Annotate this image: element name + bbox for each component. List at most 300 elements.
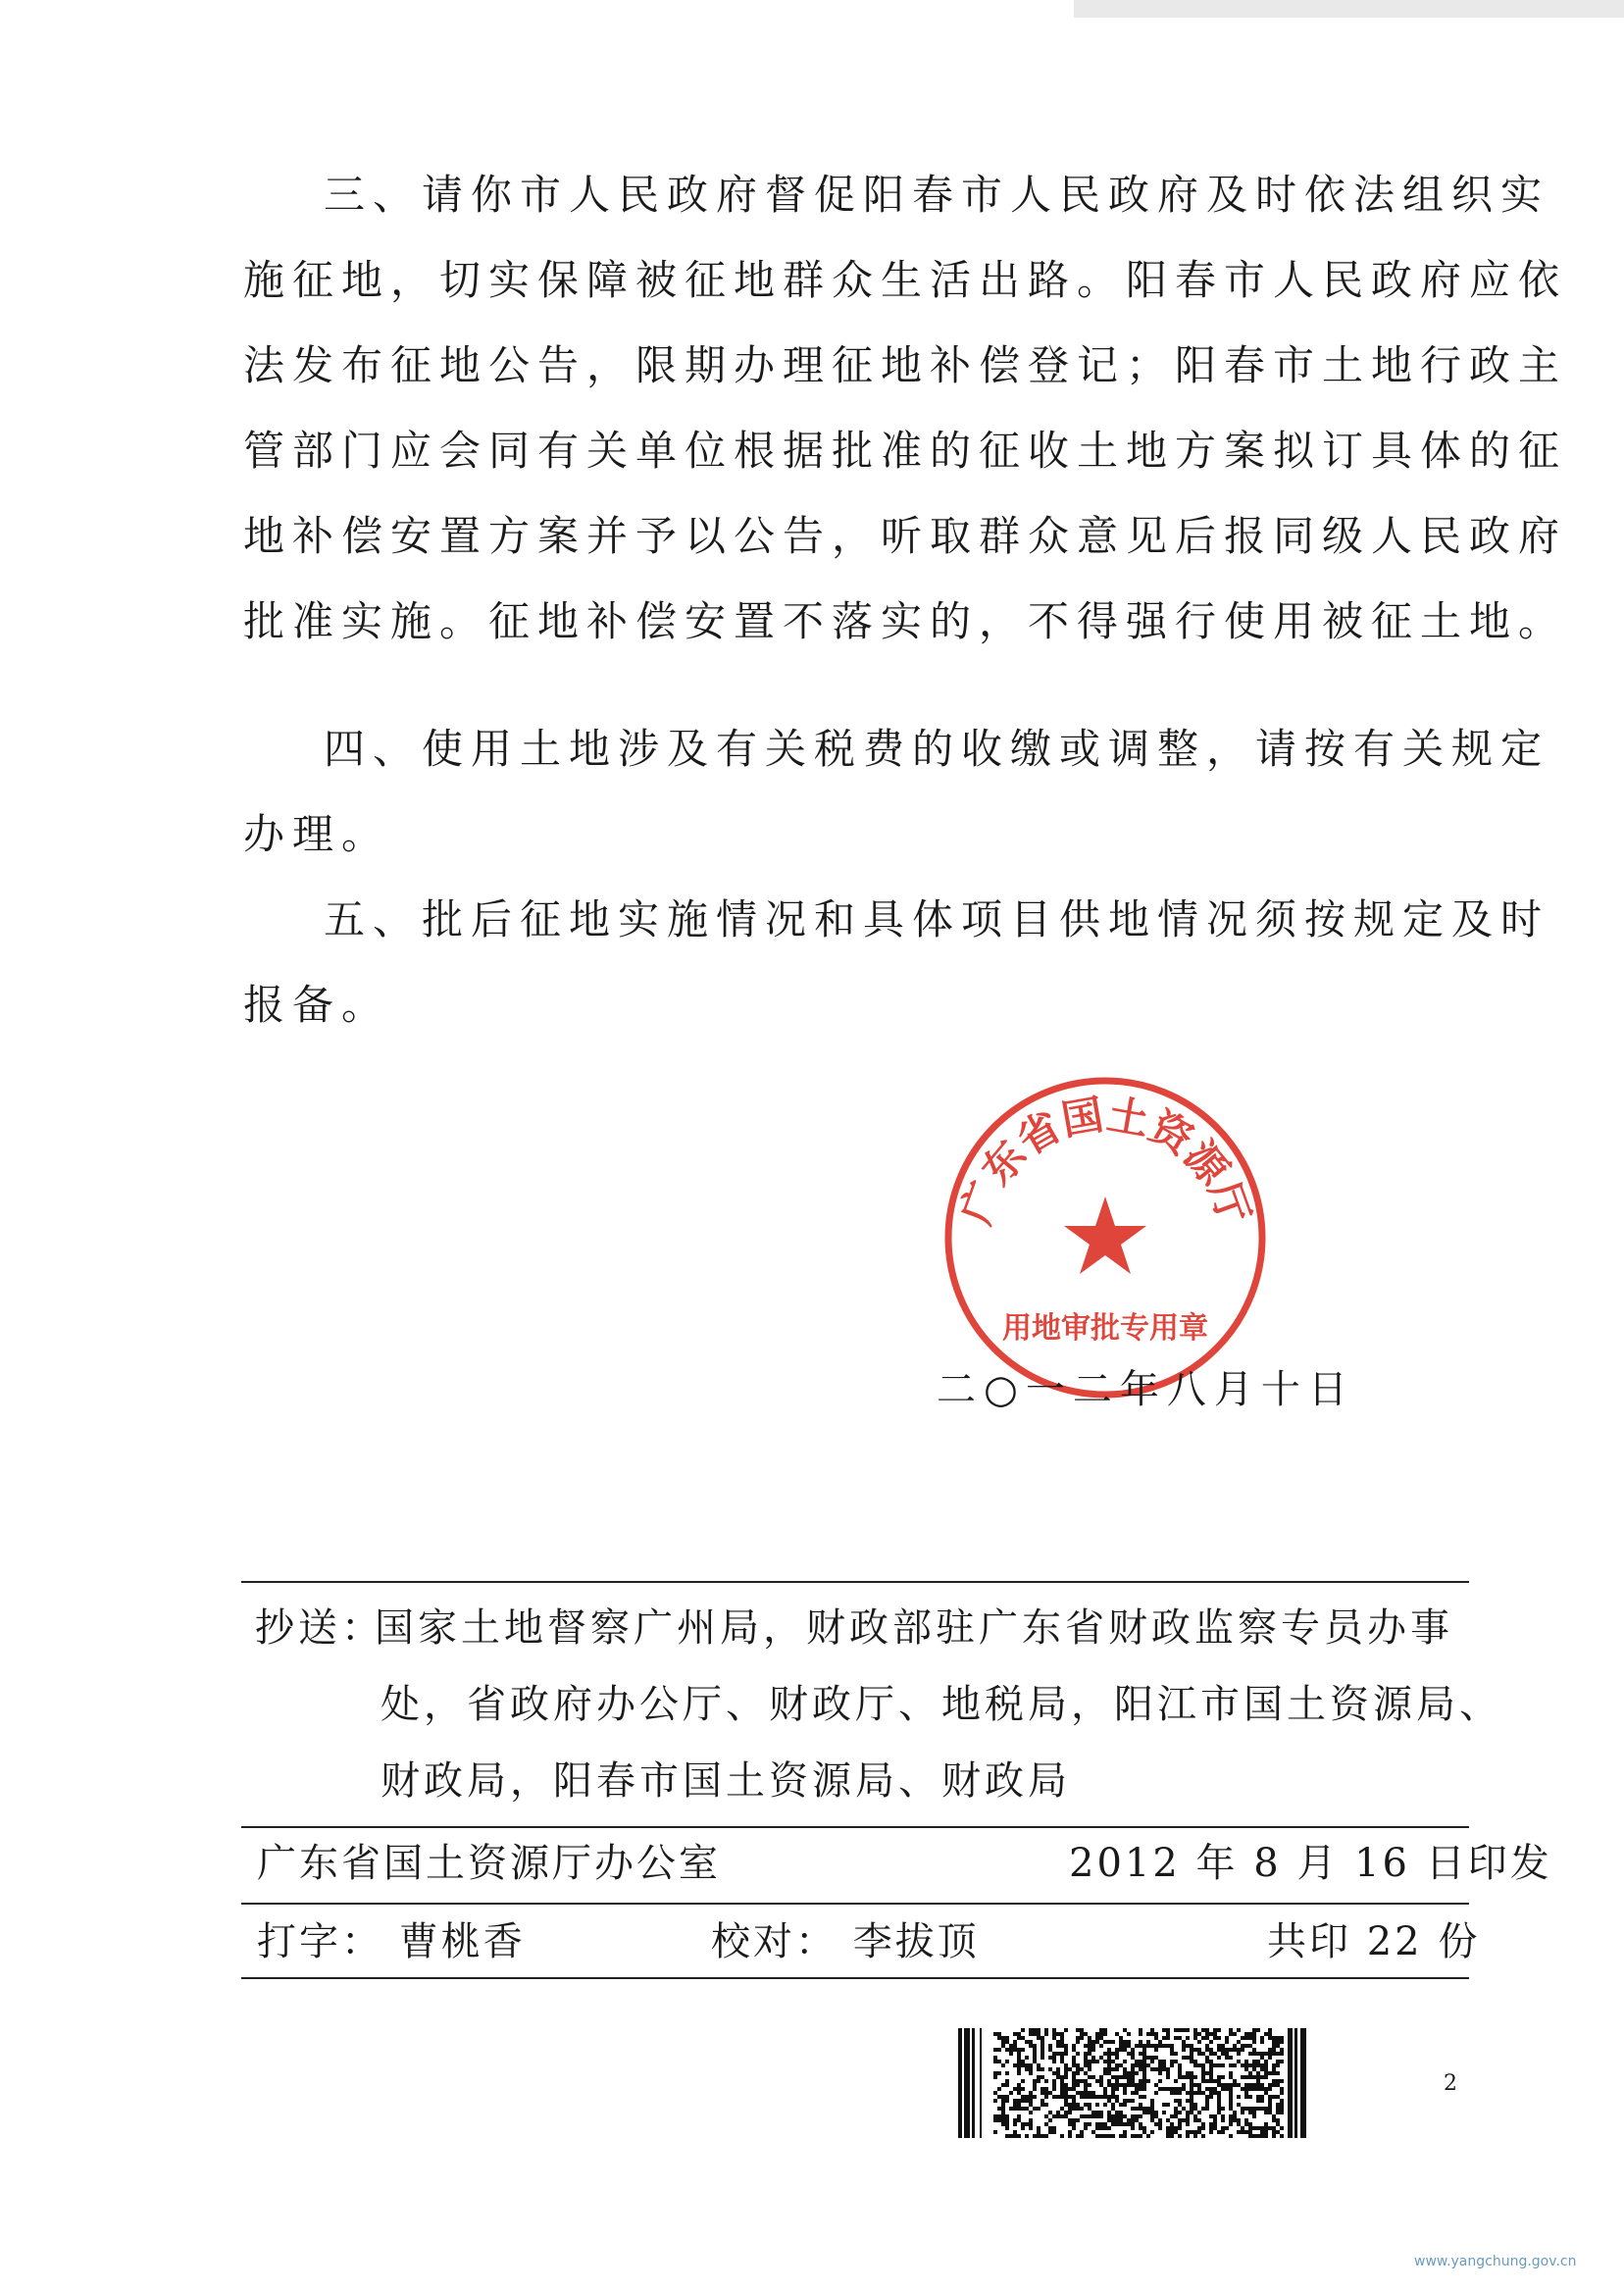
barcode-module (1076, 2063, 1080, 2067)
barcode-module (1127, 2044, 1131, 2048)
barcode-module (1131, 2091, 1135, 2095)
barcode-module (1029, 2103, 1033, 2107)
barcode-module (1186, 2099, 1190, 2103)
barcode-module (1084, 2095, 1088, 2099)
barcode-module (1127, 2040, 1131, 2044)
cc-line-1: 国家土地督察广州局，财政部驻广东省财政监察专员办事 (375, 1605, 1453, 1651)
barcode-module (993, 2099, 997, 2103)
barcode-module (1111, 2114, 1115, 2118)
barcode-module (1170, 2048, 1174, 2052)
barcode-module (1186, 2075, 1190, 2079)
barcode-module (1013, 2134, 1017, 2138)
barcode-module (1280, 2103, 1284, 2107)
barcode-module (1244, 2095, 1248, 2099)
barcode-module (1119, 2111, 1123, 2114)
barcode-module (1146, 2079, 1150, 2083)
barcode-module (1111, 2075, 1115, 2079)
barcode-module (1280, 2091, 1284, 2095)
barcode-module (1088, 2095, 1091, 2099)
barcode-module (1095, 2111, 1099, 2114)
barcode-module (1182, 2028, 1186, 2032)
barcode-module (1201, 2036, 1205, 2040)
barcode-module (1213, 2126, 1217, 2130)
barcode-module (1060, 2075, 1064, 2079)
barcode-module (1256, 2107, 1260, 2111)
barcode-module (1178, 2075, 1182, 2079)
barcode-module (1040, 2040, 1044, 2044)
barcode-module (1080, 2091, 1084, 2095)
barcode-module (1107, 2079, 1111, 2083)
barcode-module (1158, 2040, 1162, 2044)
barcode-module (1244, 2087, 1248, 2091)
barcode-module (1095, 2040, 1099, 2044)
barcode-module (1072, 2083, 1076, 2087)
barcode-module (1056, 2075, 1060, 2079)
barcode-module (1001, 2114, 1005, 2118)
barcode-module (1005, 2126, 1009, 2130)
barcode-module (1178, 2111, 1182, 2114)
barcode-module (1276, 2130, 1280, 2134)
barcode-module (1037, 2126, 1040, 2130)
barcode-module (1280, 2036, 1284, 2040)
barcode-module (1229, 2063, 1233, 2067)
barcode-module (1166, 2130, 1170, 2134)
scan-edge (1074, 0, 1624, 18)
barcode-module (1040, 2067, 1044, 2071)
barcode-module (1060, 2060, 1064, 2063)
barcode-module (1186, 2118, 1190, 2122)
barcode-module (1005, 2099, 1009, 2103)
barcode-module (1221, 2083, 1225, 2087)
barcode-module (1088, 2083, 1091, 2087)
barcode-module (1158, 2044, 1162, 2048)
barcode-module (1244, 2060, 1248, 2063)
barcode-module (1139, 2126, 1142, 2130)
barcode-module (1209, 2052, 1213, 2056)
barcode-module (1072, 2056, 1076, 2060)
barcode-module (1131, 2056, 1135, 2060)
barcode-module (1013, 2107, 1017, 2111)
barcode-module (1017, 2032, 1021, 2036)
barcode-module (1044, 2087, 1048, 2091)
barcode-module (1154, 2056, 1158, 2060)
barcode-module (1021, 2028, 1025, 2032)
barcode-module (1084, 2071, 1088, 2075)
barcode-module (1217, 2075, 1221, 2079)
barcode-module (1229, 2083, 1233, 2087)
barcode-module (1001, 2111, 1005, 2114)
barcode-module (1264, 2087, 1268, 2091)
barcode-module (1040, 2099, 1044, 2103)
barcode-module (1186, 2044, 1190, 2048)
barcode-module (1135, 2114, 1139, 2118)
barcode-module (1193, 2075, 1197, 2079)
barcode-module (1088, 2103, 1091, 2107)
barcode-module (1029, 2126, 1033, 2130)
barcode-module (1146, 2044, 1150, 2048)
barcode-module (1166, 2044, 1170, 2048)
barcode-module (1260, 2052, 1264, 2056)
barcode-module (1001, 2099, 1005, 2103)
barcode-module (1197, 2087, 1201, 2091)
barcode-module (1107, 2118, 1111, 2122)
barcode-module (1029, 2044, 1033, 2048)
barcode-module (1276, 2122, 1280, 2126)
barcode-module (1170, 2063, 1174, 2067)
barcode-module (1099, 2079, 1103, 2083)
barcode-module (1013, 2099, 1017, 2103)
barcode-module (1029, 2111, 1033, 2114)
barcode-module (1072, 2079, 1076, 2083)
barcode-module (993, 2114, 997, 2118)
barcode-module (1005, 2048, 1009, 2052)
barcode-module (1084, 2052, 1088, 2056)
barcode-module (1178, 2122, 1182, 2126)
barcode-module (1139, 2052, 1142, 2056)
barcode-module (1280, 2134, 1284, 2138)
barcode-module (1280, 2048, 1284, 2052)
barcode-module (1052, 2126, 1056, 2130)
paragraph-3-line-1: 三、请你市人民政府督促阳春市人民政府及时依法组织实 (324, 171, 1550, 219)
barcode-module (1221, 2044, 1225, 2048)
barcode-module (1201, 2122, 1205, 2126)
barcode-module (1142, 2067, 1146, 2071)
barcode-module (1131, 2114, 1135, 2118)
barcode-module (1029, 2028, 1033, 2032)
barcode-module (1123, 2099, 1127, 2103)
barcode-module (1005, 2118, 1009, 2122)
barcode-module (1123, 2048, 1127, 2052)
barcode-module (1052, 2060, 1056, 2063)
barcode-module (1060, 2032, 1064, 2036)
barcode-module (1111, 2103, 1115, 2107)
barcode-module (1025, 2134, 1029, 2138)
barcode-module (1244, 2130, 1248, 2134)
signing-date: 二○一二年八月十日 (937, 1367, 1355, 1412)
barcode-module (1237, 2118, 1241, 2122)
barcode-module (1190, 2044, 1193, 2048)
barcode-module (1201, 2134, 1205, 2138)
barcode-bar (1288, 2028, 1293, 2138)
barcode-module (1213, 2063, 1217, 2067)
barcode-module (1013, 2103, 1017, 2107)
barcode-module (1142, 2071, 1146, 2075)
barcode-module (1095, 2122, 1099, 2126)
barcode-module (1111, 2060, 1115, 2063)
barcode-module (1017, 2083, 1021, 2087)
barcode-module (1088, 2044, 1091, 2048)
barcode-module (1280, 2107, 1284, 2111)
barcode-module (1099, 2032, 1103, 2036)
barcode-module (1182, 2107, 1186, 2111)
barcode-module (1017, 2091, 1021, 2095)
barcode-module (1099, 2036, 1103, 2040)
barcode-module (1170, 2091, 1174, 2095)
barcode-module (1123, 2060, 1127, 2063)
barcode-module (1052, 2130, 1056, 2134)
barcode-module (1170, 2134, 1174, 2138)
barcode-module (1084, 2032, 1088, 2036)
barcode-module (1217, 2083, 1221, 2087)
barcode-module (1076, 2079, 1080, 2083)
barcode-module (1174, 2028, 1178, 2032)
barcode-module (1205, 2071, 1209, 2075)
barcode-module (1178, 2063, 1182, 2067)
barcode-module (1237, 2083, 1241, 2087)
barcode-module (1229, 2048, 1233, 2052)
barcode-module (1142, 2060, 1146, 2063)
barcode-module (1142, 2107, 1146, 2111)
barcode-module (1276, 2095, 1280, 2099)
barcode-module (1142, 2095, 1146, 2099)
barcode-bar (958, 2028, 962, 2138)
barcode-module (1162, 2067, 1166, 2071)
barcode-module (1146, 2107, 1150, 2111)
barcode-module (1037, 2032, 1040, 2036)
barcode-module (1017, 2056, 1021, 2060)
barcode-module (1029, 2091, 1033, 2095)
barcode-module (1088, 2048, 1091, 2052)
barcode-module (1174, 2114, 1178, 2118)
barcode-module (1268, 2071, 1272, 2075)
barcode-module (1103, 2103, 1107, 2107)
barcode-module (1001, 2122, 1005, 2126)
barcode-module (1190, 2091, 1193, 2095)
barcode-module (1209, 2067, 1213, 2071)
barcode-module (1052, 2028, 1056, 2032)
barcode-module (1091, 2114, 1095, 2118)
barcode-module (1017, 2118, 1021, 2122)
barcode-module (1076, 2134, 1080, 2138)
barcode-module (1131, 2126, 1135, 2130)
barcode-module (1150, 2114, 1154, 2118)
barcode-module (1131, 2071, 1135, 2075)
barcode-module (1099, 2028, 1103, 2032)
barcode-module (1084, 2079, 1088, 2083)
barcode-module (1197, 2126, 1201, 2130)
barcode-module (1229, 2091, 1233, 2095)
barcode-module (1123, 2114, 1127, 2118)
barcode-module (1264, 2052, 1268, 2056)
barcode-module (1119, 2122, 1123, 2126)
barcode-module (1017, 2067, 1021, 2071)
barcode-module (1131, 2099, 1135, 2103)
barcode-module (1276, 2052, 1280, 2056)
barcode-module (1013, 2032, 1017, 2036)
barcode-module (1056, 2052, 1060, 2056)
barcode-module (1115, 2048, 1119, 2052)
barcode-module (1272, 2130, 1276, 2134)
barcode-module (1076, 2028, 1080, 2032)
barcode-module (1162, 2028, 1166, 2032)
barcode-module (1056, 2067, 1060, 2071)
barcode-module (1084, 2122, 1088, 2126)
barcode-module (1244, 2091, 1248, 2095)
barcode-module (1225, 2056, 1229, 2060)
barcode-module (1064, 2091, 1068, 2095)
barcode-module (1244, 2075, 1248, 2079)
barcode-module (1276, 2111, 1280, 2114)
barcode-module (1158, 2126, 1162, 2130)
barcode-module (1068, 2087, 1072, 2091)
barcode-module (1190, 2099, 1193, 2103)
barcode-module (1244, 2083, 1248, 2087)
barcode-module (1072, 2063, 1076, 2067)
barcode-module (1264, 2126, 1268, 2130)
barcode-module (1241, 2107, 1244, 2111)
barcode-module (1248, 2087, 1252, 2091)
barcode-module (1217, 2099, 1221, 2103)
barcode-module (1119, 2118, 1123, 2122)
barcode-module (1229, 2056, 1233, 2060)
barcode-module (1095, 2079, 1099, 2083)
barcode-module (1166, 2118, 1170, 2122)
barcode-module (1123, 2071, 1127, 2075)
barcode-module (1154, 2091, 1158, 2095)
barcode-module (1217, 2107, 1221, 2111)
barcode-module (1264, 2060, 1268, 2063)
barcode-module (1166, 2067, 1170, 2071)
barcode-module (1099, 2111, 1103, 2114)
barcode-module (1272, 2079, 1276, 2083)
barcode-module (1248, 2107, 1252, 2111)
barcode-module (1244, 2122, 1248, 2126)
barcode-module (1190, 2052, 1193, 2056)
barcode-module (1217, 2028, 1221, 2032)
barcode-module (1170, 2126, 1174, 2130)
barcode-module (1248, 2126, 1252, 2130)
barcode-module (1115, 2114, 1119, 2118)
barcode-module (1166, 2032, 1170, 2036)
barcode-module (1209, 2040, 1213, 2044)
barcode-module (1064, 2114, 1068, 2118)
barcode-module (1127, 2079, 1131, 2083)
barcode-module (1268, 2107, 1272, 2111)
barcode-module (1091, 2040, 1095, 2044)
barcode-module (1060, 2107, 1064, 2111)
barcode-module (1174, 2099, 1178, 2103)
barcode-module (1107, 2134, 1111, 2138)
barcode-module (1229, 2075, 1233, 2079)
barcode-module (1241, 2130, 1244, 2134)
barcode-module (1248, 2063, 1252, 2067)
barcode-module (1037, 2107, 1040, 2111)
barcode-module (1103, 2028, 1107, 2032)
barcode-module (1142, 2130, 1146, 2134)
barcode-module (1068, 2095, 1072, 2099)
barcode-module (1017, 2052, 1021, 2056)
barcode-module (1197, 2032, 1201, 2036)
barcode-module (1119, 2048, 1123, 2052)
barcode-module (993, 2075, 997, 2079)
barcode-module (1237, 2103, 1241, 2107)
barcode-module (1248, 2032, 1252, 2036)
barcode-module (1088, 2107, 1091, 2111)
barcode-module (1123, 2130, 1127, 2134)
barcode-module (1178, 2118, 1182, 2122)
barcode-module (1103, 2095, 1107, 2099)
seal-inner-text: 用地审批专用章 (1002, 1311, 1208, 1346)
barcode-module (1166, 2028, 1170, 2032)
barcode-module (1107, 2095, 1111, 2099)
barcode-module (1115, 2118, 1119, 2122)
barcode-module (1170, 2044, 1174, 2048)
barcode-module (1072, 2122, 1076, 2126)
barcode-module (1099, 2083, 1103, 2087)
barcode-module (1205, 2103, 1209, 2107)
barcode-module (1244, 2063, 1248, 2067)
barcode-module (1099, 2056, 1103, 2060)
barcode-module (1217, 2044, 1221, 2048)
barcode-module (1256, 2126, 1260, 2130)
barcode-module (1072, 2044, 1076, 2048)
barcode-module (997, 2114, 1001, 2118)
barcode-module (1280, 2099, 1284, 2103)
barcode-module (1256, 2134, 1260, 2138)
barcode-module (1178, 2091, 1182, 2095)
barcode-module (1076, 2083, 1080, 2087)
barcode-module (1193, 2091, 1197, 2095)
barcode-module (1276, 2063, 1280, 2067)
barcode-module (1048, 2048, 1052, 2052)
barcode-module (1135, 2134, 1139, 2138)
barcode-bar (980, 2028, 982, 2138)
barcode-module (1229, 2118, 1233, 2122)
barcode-module (1201, 2067, 1205, 2071)
barcode-module (1233, 2032, 1237, 2036)
barcode-module (1272, 2126, 1276, 2130)
seal-star-icon (1064, 1196, 1146, 1274)
barcode-module (1264, 2130, 1268, 2134)
barcode-module (1005, 2060, 1009, 2063)
barcode-module (1040, 2044, 1044, 2048)
barcode-module (1150, 2032, 1154, 2036)
barcode-module (1248, 2134, 1252, 2138)
barcode-module (1190, 2095, 1193, 2099)
barcode-module (1068, 2130, 1072, 2134)
barcode-module (1088, 2040, 1091, 2044)
barcode-module (1060, 2091, 1064, 2095)
barcode-module (1068, 2122, 1072, 2126)
barcode-module (1017, 2134, 1021, 2138)
barcode-module (1193, 2063, 1197, 2067)
barcode-module (1060, 2134, 1064, 2138)
barcode-module (1131, 2083, 1135, 2087)
barcode-module (1146, 2063, 1150, 2067)
barcode-module (1107, 2083, 1111, 2087)
barcode-module (1009, 2091, 1013, 2095)
page-number: 2 (1444, 2071, 1457, 2096)
barcode-module (1256, 2075, 1260, 2079)
barcode-module (1084, 2063, 1088, 2067)
barcode-module (1252, 2126, 1256, 2130)
barcode-module (1264, 2134, 1268, 2138)
barcode-module (1186, 2130, 1190, 2134)
barcode-module (1139, 2087, 1142, 2091)
barcode-module (1221, 2087, 1225, 2091)
barcode-module (1190, 2071, 1193, 2075)
barcode-module (1252, 2048, 1256, 2052)
barcode-module (1021, 2036, 1025, 2040)
barcode-module (1123, 2091, 1127, 2095)
barcode-module (1127, 2099, 1131, 2103)
barcode-module (1272, 2044, 1276, 2048)
barcode-module (1150, 2111, 1154, 2114)
barcode-module (1048, 2067, 1052, 2071)
barcode-module (1158, 2063, 1162, 2067)
barcode-module (1186, 2028, 1190, 2032)
barcode-module (1111, 2083, 1115, 2087)
